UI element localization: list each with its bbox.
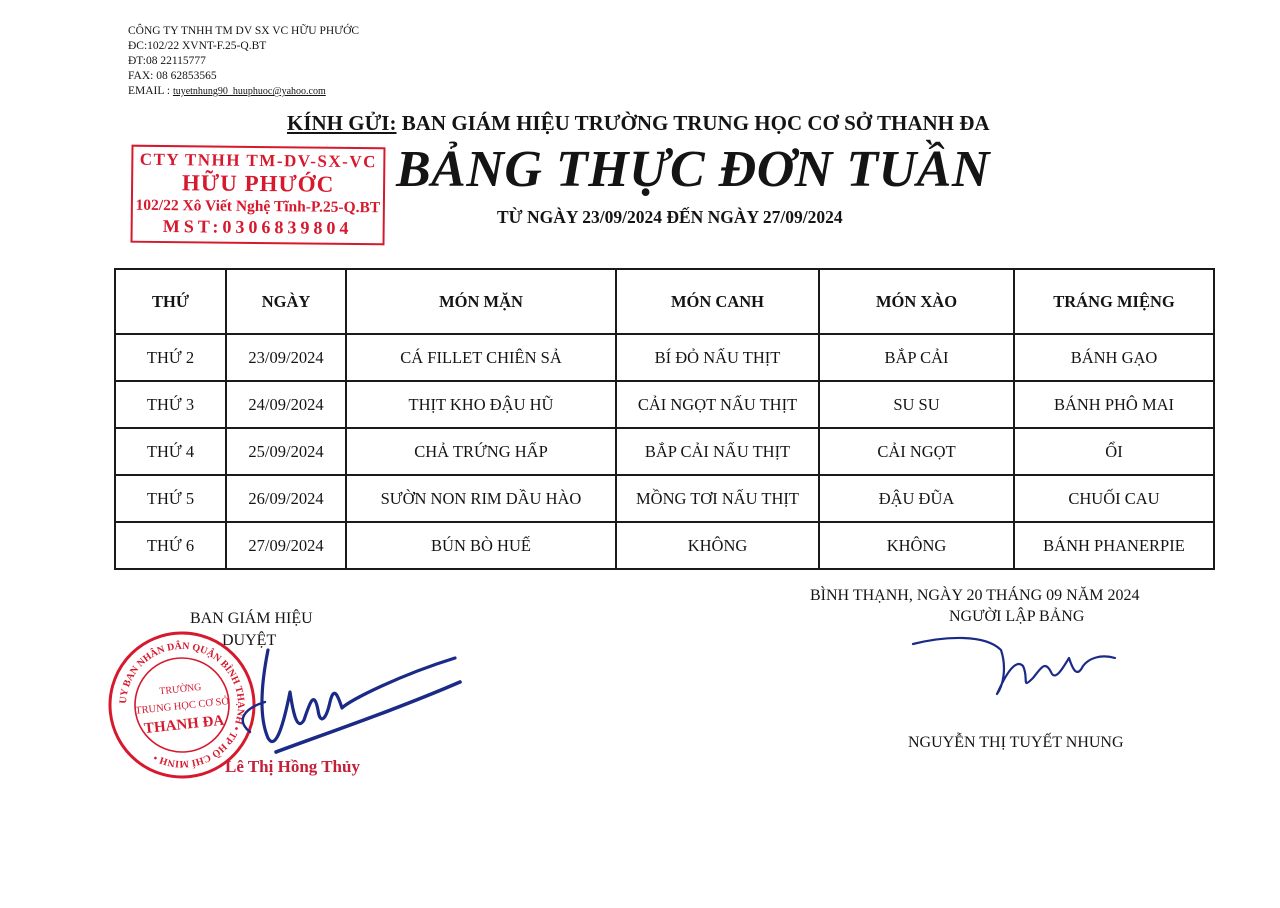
table-cell: MỒNG TƠI NẤU THỊT — [616, 475, 819, 522]
company-email-line — [128, 84, 359, 99]
table-row — [115, 334, 1214, 381]
table-cell: BÁNH PHÔ MAI — [1014, 381, 1214, 428]
preparer-role: NGƯỜI LẬP BẢNG — [949, 608, 1085, 625]
approval-title: BAN GIÁM HIỆU — [190, 610, 313, 627]
date-range: TỪ NGÀY 23/09/2024 ĐẾN NGÀY 27/09/2024 — [497, 207, 843, 227]
table-cell: SU SU — [819, 381, 1014, 428]
company-address: ĐC:102/22 XVNT-F.25-Q.BT — [128, 40, 267, 52]
company-header — [128, 24, 359, 99]
table-cell: BÚN BÒ HUẾ — [346, 522, 616, 569]
table-cell: KHÔNG — [616, 522, 819, 569]
company-stamp-line4: MST:0306839804 — [162, 216, 353, 238]
company-stamp-line1: CTY TNHH TM-DV-SX-VC — [139, 149, 378, 172]
table-cell: SƯỜN NON RIM DẦU HÀO — [346, 475, 616, 522]
place-date: BÌNH THẠNH, NGÀY 20 THÁNG 09 NĂM 2024 — [810, 587, 1140, 604]
table-cell: THỨ 3 — [115, 381, 226, 428]
table-cell: BÍ ĐỎ NẤU THỊT — [616, 334, 819, 381]
header-cell: NGÀY — [226, 269, 346, 334]
header-cell: MÓN XÀO — [819, 269, 1014, 334]
table-cell: CẢI NGỌT NẤU THỊT — [616, 381, 819, 428]
table-cell: BẮP CẢI NẤU THỊT — [616, 428, 819, 475]
table-cell: THỨ 4 — [115, 428, 226, 475]
header-cell: THỨ — [115, 269, 226, 334]
table-cell: CHẢ TRỨNG HẤP — [346, 428, 616, 475]
table-cell: CẢI NGỌT — [819, 428, 1014, 475]
header-cell: MÓN CANH — [616, 269, 819, 334]
company-stamp — [130, 145, 385, 246]
company-name: CÔNG TY TNHH TM DV SX VC HỮU PHƯỚC — [128, 25, 360, 37]
table-row — [115, 381, 1214, 428]
approval-subtitle: DUYỆT — [222, 632, 277, 649]
seal-ring-text: UY BAN NHÂN DÂN QUẬN BÌNH THẠNH • TP HỒ CHÍ MINH • — [117, 640, 247, 770]
preparer-signature — [905, 628, 1120, 703]
company-email: tuyetnhung90_huuphuoc@yahoo.com — [172, 86, 326, 97]
company-stamp-line2: HỮU PHƯỚC — [181, 170, 335, 197]
table-row — [115, 428, 1214, 475]
preparer-name: NGUYỄN THỊ TUYẾT NHUNG — [908, 734, 1124, 751]
table-row — [115, 522, 1214, 569]
weekly-menu-table — [114, 268, 1215, 570]
table-cell: THỨ 6 — [115, 522, 226, 569]
company-stamp-line3: 102/22 Xô Viết Nghệ Tĩnh-P.25-Q.BT — [135, 196, 381, 217]
table-cell: 25/09/2024 — [226, 428, 346, 475]
table-cell: ỔI — [1014, 428, 1214, 475]
seal-line3: THANH ĐA — [143, 712, 225, 738]
table-cell: CHUỐI CAU — [1014, 475, 1214, 522]
table-cell: BÁNH PHANERPIE — [1014, 522, 1214, 569]
table-cell: 27/09/2024 — [226, 522, 346, 569]
table-cell: BẮP CẢI — [819, 334, 1014, 381]
table-cell: THỨ 5 — [115, 475, 226, 522]
email-label: EMAIL : — [128, 85, 173, 97]
table-header-row — [115, 269, 1214, 334]
company-phone: ĐT:08 22115777 — [128, 55, 206, 67]
table-cell: 24/09/2024 — [226, 381, 346, 428]
table-cell: BÁNH GẠO — [1014, 334, 1214, 381]
table-cell: 26/09/2024 — [226, 475, 346, 522]
header-cell: TRÁNG MIỆNG — [1014, 269, 1214, 334]
table-cell: THỊT KHO ĐẬU HŨ — [346, 381, 616, 428]
approval-signer-name: Lê Thị Hồng Thủy — [225, 757, 360, 776]
seal-line2: TRUNG HỌC CƠ SỞ — [134, 696, 230, 717]
table-row — [115, 475, 1214, 522]
recipient-label: KÍNH GỬI: — [287, 111, 397, 135]
table-cell: ĐẬU ĐŨA — [819, 475, 1014, 522]
table-cell: THỨ 2 — [115, 334, 226, 381]
company-fax: FAX: 08 62853565 — [128, 70, 217, 82]
approval-signature — [180, 640, 465, 770]
recipient-line — [287, 111, 990, 136]
table-cell: 23/09/2024 — [226, 334, 346, 381]
page-title: BẢNG THỰC ĐƠN TUẦN — [396, 141, 990, 198]
seal-line1: TRƯỜNG — [158, 681, 202, 698]
recipient-text: BAN GIÁM HIỆU TRƯỜNG TRUNG HỌC CƠ SỞ THANH ĐA — [396, 111, 990, 135]
table-cell: KHÔNG — [819, 522, 1014, 569]
table-cell: CÁ FILLET CHIÊN SẢ — [346, 334, 616, 381]
header-cell: MÓN MẶN — [346, 269, 616, 334]
